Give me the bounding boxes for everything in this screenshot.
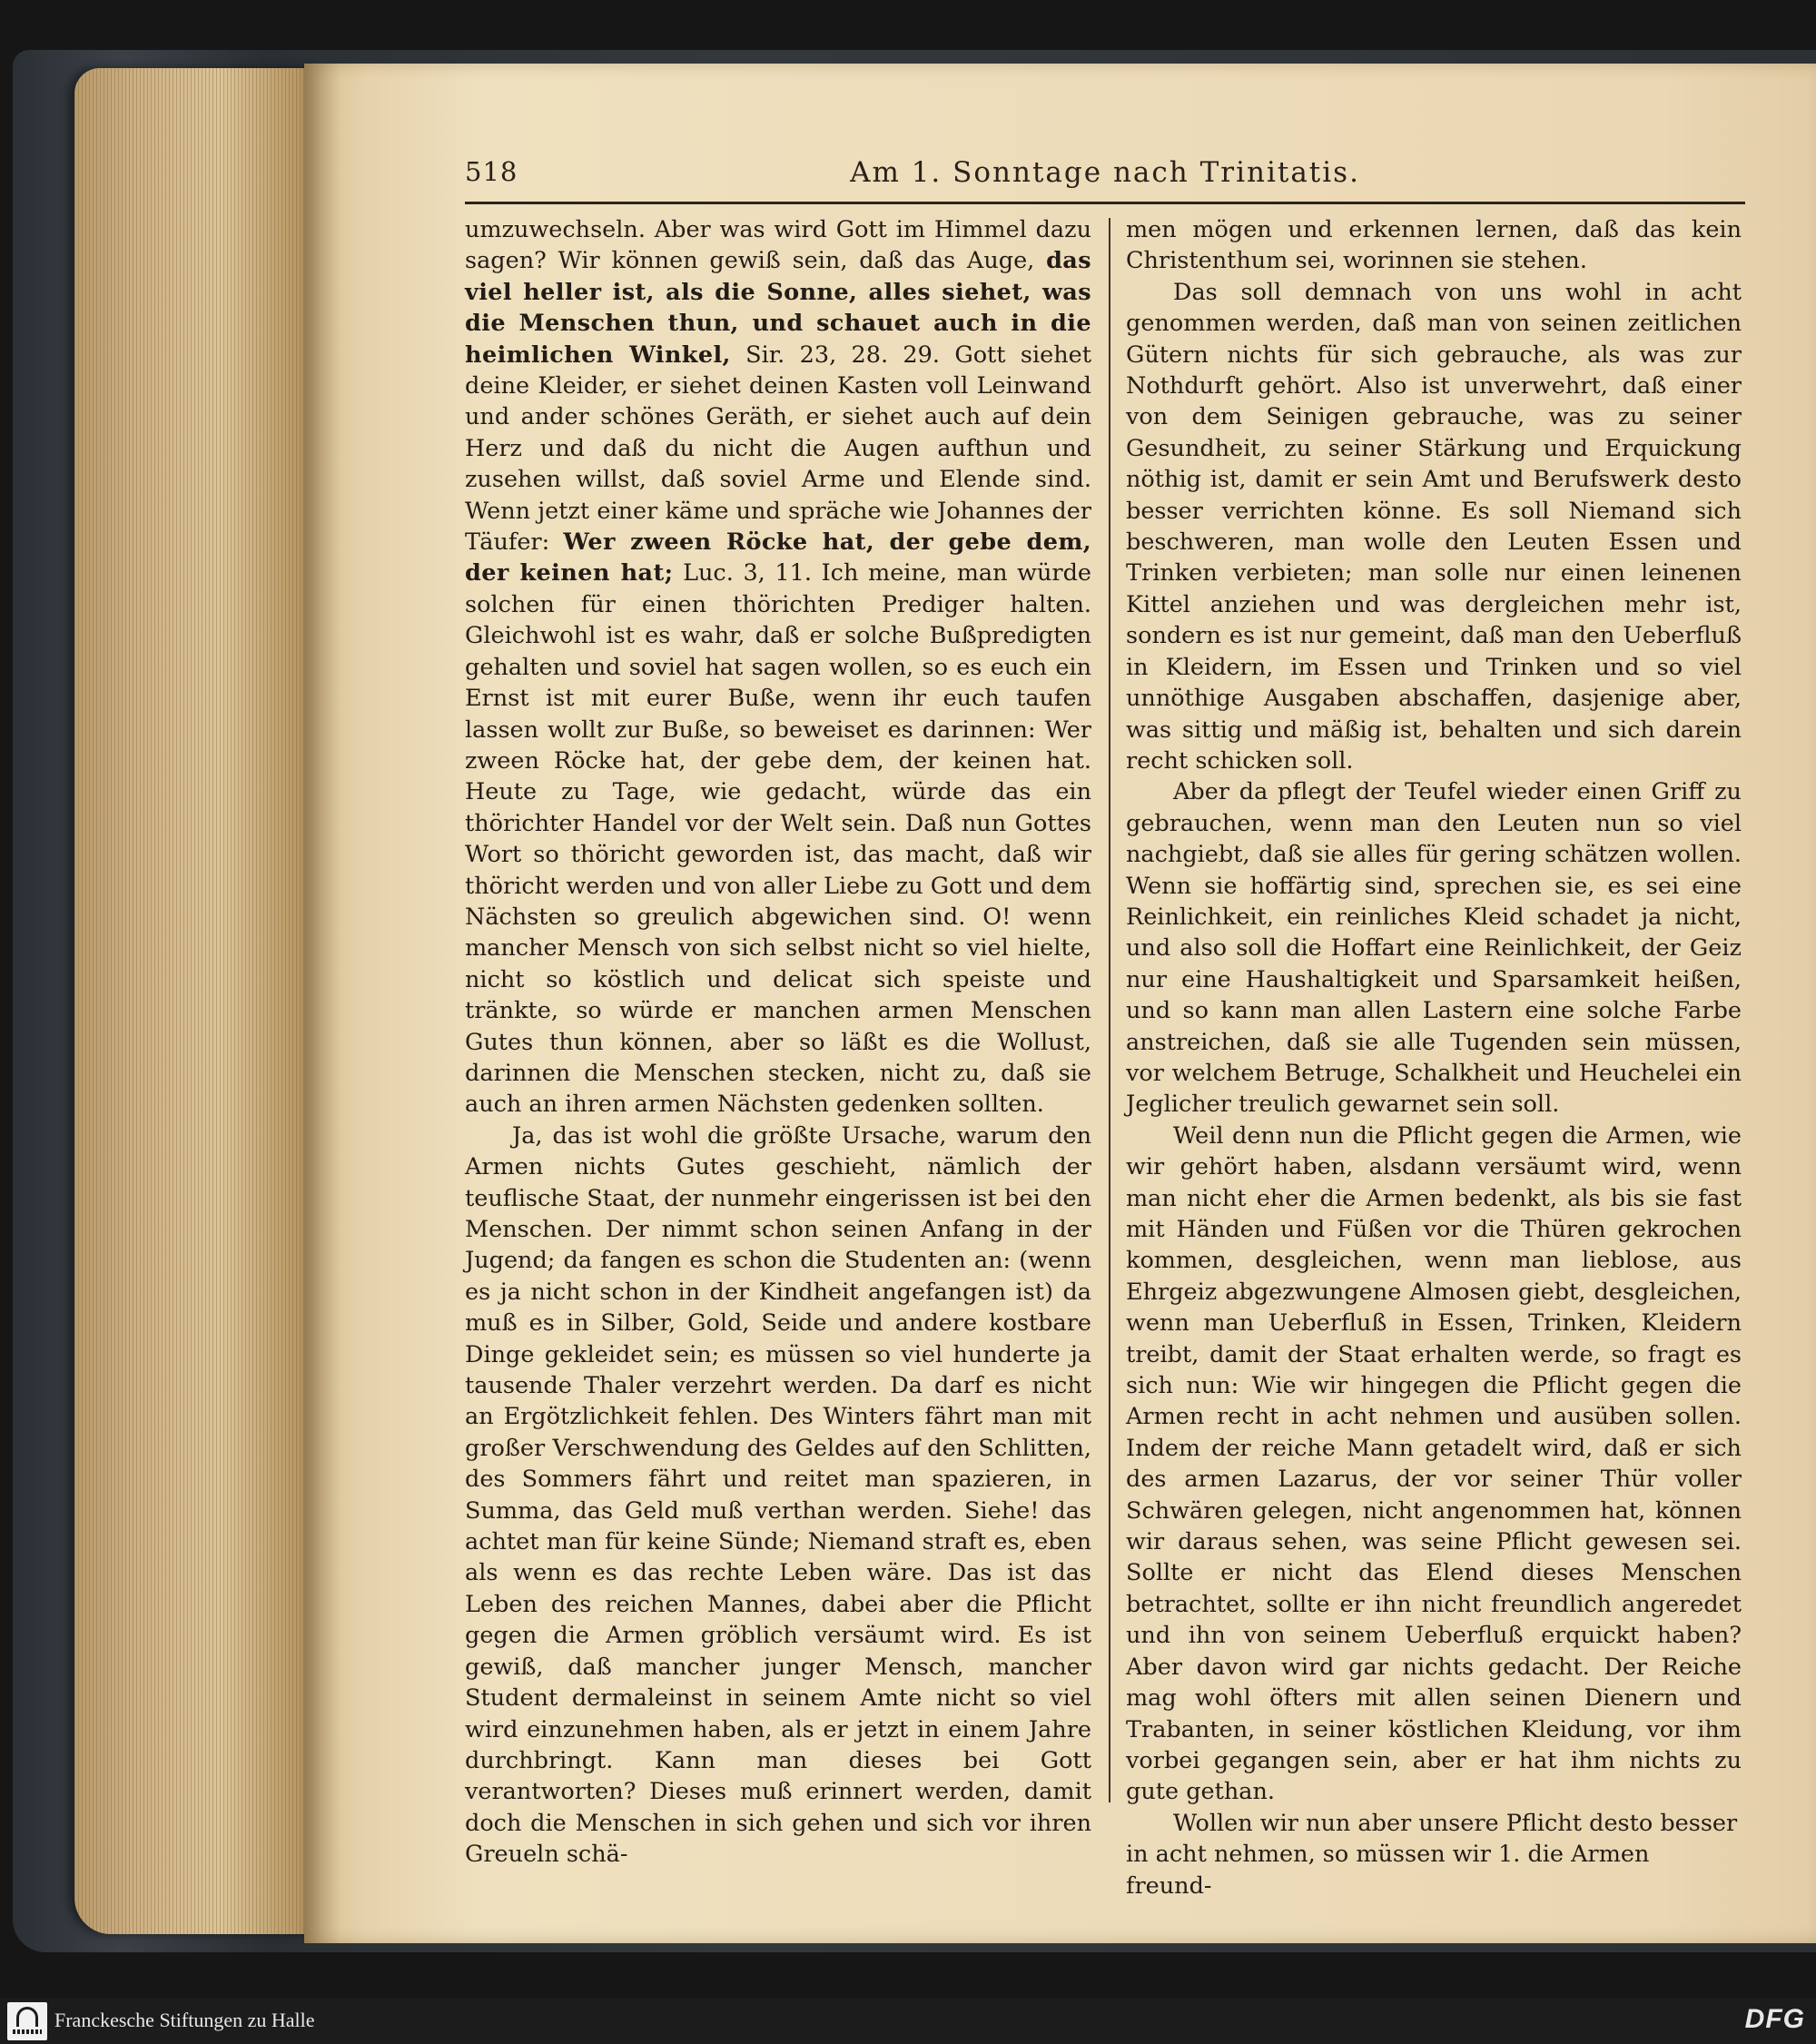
- page-number: 518: [465, 156, 518, 187]
- paragraph: [465, 214, 1091, 1121]
- paragraph: [1126, 214, 1742, 277]
- page-gutter-shadow: [304, 64, 340, 1943]
- text-run: men mögen und erkennen lernen, daß das kein Christenthum sei, worinnen sie stehen.: [1126, 216, 1742, 275]
- left-text-column: [465, 214, 1091, 1871]
- text-run: Weil denn nun die Pflicht gegen die Armen, wie wir gehört haben, alsdann versäumt wird, wenn man nicht eher die Armen bedenkt, als bis sie fast mit Händen und Füßen vor die Thüren gekrochen kommen, desgleichen, wenn man lieblose, aus Ehrgeiz abgezwungene Almosen giebt, desgleichen, wenn man Ueberfluß in Essen, Trinken, Kleidern treibt, damit der Staat erhalten werde, so fragt es sich nun: Wie wir hingegen die Pflicht gegen die Armen recht in acht nehmen und ausüben sollen. Indem der reiche Mann getadelt wird, daß er sich des armen Lazarus, der vor seiner Thür voller Schwären gelegen, nicht angenommen hat, können wir daraus sehen, was seine Pflicht gewesen sei. Sollte er nicht das Elend dieses Menschen betrachtet, sollte er ihn nicht freundlich angeredet und ihn von seinem Ueberfluß erquickt haben? Aber davon wird gar nichts gedacht. Der Reiche mag wohl öfters mit allen seinen Dienern und Trabanten, in seiner köstlichen Kleidung, vor ihm vorbei gegangen sein, aber er hat ihm nichts zu gute gethan.: [1126, 1121, 1742, 1806]
- header-rule: [465, 202, 1745, 204]
- page-header: [465, 156, 1745, 193]
- text-run: Das soll demnach von uns wohl in acht genommen werden, daß man von seinen zeitlichen Gütern nichts für sich gebrauche, als was zur Nothdurft gehört. Also ist unverwehrt, daß einer von dem Seinigen gebrauche, was zu seiner Gesundheit, zu seiner Stärkung und Erquickung nöthig ist, damit er sein Amt und Berufswerk desto besser verrichten könne. Es soll Niemand sich beschweren, man wolle den Leuten Essen und Trinken verbieten; man solle nur einen leinenen Kittel anziehen und was dergleichen mehr ist, sondern es ist nur gemeint, daß man den Ueberfluß in Kleidern, im Essen und Trinken und so viel unnöthige Ausgaben abschaffen, dasjenige aber, was sittig und mäßig ist, behalten und sich darein recht schicken soll.: [1126, 278, 1742, 775]
- text-run: Ja, das ist wohl die größte Ursache, warum den Armen nichts Gutes geschieht, nämlich der teuflische Staat, der nunmehr eingerissen ist bei den Menschen. Der nimmt schon seinen Anfang in der Jugend; da fangen es schon die Studenten an: (wenn es ja nicht schon in der Kindheit angefangen ist) da muß es in Silber, Gold, Seide und andere kostbare Dinge gekleidet sein; es müssen so viel hunderte ja tausende Thaler verzehrt werden. Da darf es nicht an Ergötzlichkeit fehlen. Des Winters fährt man mit großer Verschwendung des Geldes auf den Schlitten, des Sommers fährt und reitet man spazieren, in Summa, das Geld muß verthan werden. Siehe! das achtet man für keine Sünde; Niemand straft es, eben als wenn es das rechte Leben wäre. Das ist das Leben des reichen Mannes, dabei aber die Pflicht gegen die Armen gröblich versäumt wird. Es ist gewiß, daß mancher junger Mensch, mancher Student dermaleinst in seinem Amte nicht so viel wird einzunehmen haben, als er jetzt in einem Jahre durchbringt. Kann man dieses bei Gott verantworten? Dieses muß erinnert werden, damit doch die Menschen in sich gehen und sich vor ihren Greueln schä-: [465, 1121, 1091, 1869]
- footer-bar: [0, 1999, 1816, 2044]
- bold-scripture-quote: Wer zween Röcke hat, der gebe dem, der keinen hat;: [465, 528, 1091, 588]
- footer-institution-name[interactable]: Franckesche Stiftungen zu Halle: [54, 2009, 315, 2031]
- book-page-edges: [74, 68, 320, 1934]
- paragraph: [1126, 277, 1742, 777]
- text-run: Luc. 3, 11. Ich meine, man würde solchen für einen thörichten Prediger halten. Gleichwohl ist es wahr, daß er solche Bußpredigten gehalten und soviel hat sagen wollen, so es euch ein Ernst ist mit eurer Buße, wenn ihr euch taufen lassen wollt zur Buße, so beweiset es darinnen: Wer zween Röcke hat, der gebe dem, der keinen hat. Heute zu Tage, wie gedacht, würde das ein thörichter Handel vor der Welt sein. Daß nun Gottes Wort so thöricht geworden ist, das macht, daß wir thöricht werden und von aller Liebe zu Gott und dem Nächsten so greulich abgewichen sind. O! wenn mancher Mensch von sich selbst nicht so viel hielte, nicht so köstlich und delicat sich speiste und tränkte, so würde er manchen armen Menschen Gutes thun können, aber so läßt es die Wollust, darinnen die Menschen stecken, nicht zu, daß sie auch an ihren armen Nächsten gedenken sollten.: [465, 559, 1091, 1119]
- paragraph: [465, 1121, 1091, 1871]
- text-run: umzuwechseln. Aber was wird Gott im Himmel dazu sagen? Wir können gewiß sein, daß das Auge,: [465, 216, 1091, 275]
- paragraph: [1126, 1121, 1742, 1808]
- francke-foundation-logo-icon[interactable]: [7, 2002, 47, 2040]
- right-text-column: [1126, 214, 1742, 1901]
- bold-scripture-quote: das viel heller ist, als die Sonne, alles siehet, was die Menschen thun, und schauet auch in die heimlichen Winkel,: [465, 247, 1091, 369]
- dfg-logo[interactable]: DFG: [1744, 2004, 1805, 2034]
- column-divider: [1109, 218, 1110, 1802]
- paragraph: [1126, 776, 1742, 1120]
- paragraph: [1126, 1808, 1742, 1901]
- text-run: Sir. 23, 28. 29. Gott siehet deine Kleider, er siehet deinen Kasten voll Leinwand und ander schönes Geräth, er siehet auch auf dein Herz und daß du nicht die Augen aufthun und zusehen willst, daß soviel Arme und Elende sind. Wenn jetzt einer käme und spräche wie Johannes der Täufer:: [465, 341, 1091, 557]
- running-title: Am 1. Sonntage nach Trinitatis.: [850, 156, 1360, 189]
- text-run: Aber da pflegt der Teufel wieder einen Griff zu gebrauchen, wenn man den Leuten nun so viel nachgiebt, daß sie alles für gering schätzen wollen. Wenn sie hoffärtig sind, sprechen sie, es sei eine Reinlichkeit, ein reinliches Kleid schadet ja nicht, und also soll die Hoffart eine Reinlichkeit, der Geiz nur eine Haushaltigkeit und Sparsamkeit heißen, und so kann man allen Lastern eine solche Farbe anstreichen, daß sie alle Tugenden sein müssen, vor welchem Betruge, Schalkheit und Heuchelei ein Jeglicher treulich gewarnet sein soll.: [1126, 778, 1742, 1119]
- text-run: Wollen wir nun aber unsere Pflicht desto besser in acht nehmen, so müssen wir 1. die Armen freund-: [1126, 1809, 1738, 1900]
